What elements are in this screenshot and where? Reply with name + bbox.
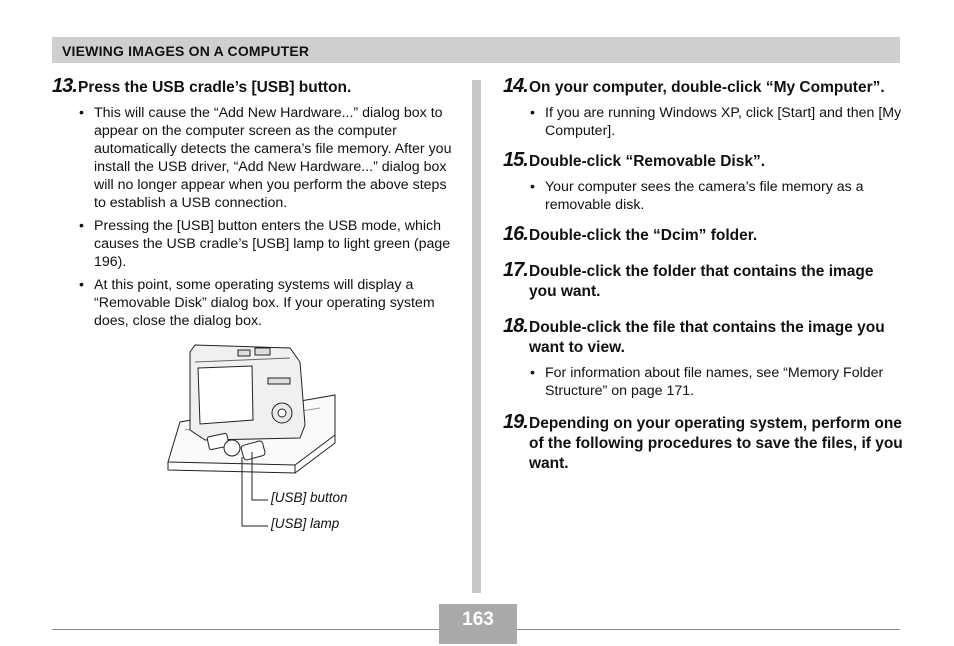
- step-16: [503, 223, 905, 246]
- left-column: [52, 75, 462, 335]
- usb-lamp-callout: [USB] lamp: [271, 516, 340, 531]
- step-title: Double-click the folder that contains the image you want.: [529, 263, 874, 300]
- step-number: 13.: [52, 75, 77, 97]
- bullet-item: • Your computer sees the camera’s file memory as a removable disk.: [545, 178, 905, 214]
- section-title: VIEWING IMAGES ON A COMPUTER: [62, 43, 310, 59]
- right-column: [503, 75, 905, 474]
- bullet-item: • At this point, some operating systems will display a “Removable Disk” dialog box. If your operating system does, close the dialog box.: [94, 276, 462, 330]
- step-15: [503, 149, 905, 214]
- step-number: 16.: [503, 223, 528, 245]
- page-number: 163: [462, 609, 494, 630]
- bullet-item: • This will cause the “Add New Hardware...” dialog box to appear on the computer screen as the computer automatically detects the camera’s file memory. After you install the USB driver, “Add New Hardware...” dialog box will no longer appear when you perform the above steps to establish a USB connection.: [94, 104, 462, 212]
- bullet-list: [529, 178, 905, 214]
- step-18: [503, 315, 905, 400]
- usb-cradle-illustration: [160, 340, 400, 540]
- step-14: [503, 75, 905, 140]
- step-title: On your computer, double-click “My Computer”.: [529, 79, 885, 96]
- bullet-item: • For information about file names, see “Memory Folder Structure” on page 171.: [545, 364, 905, 400]
- step-number: 14.: [503, 75, 528, 97]
- step-13: [52, 75, 462, 330]
- step-number: 18.: [503, 315, 528, 337]
- section-header-bar: [52, 37, 900, 63]
- step-number: 15.: [503, 149, 528, 171]
- step-number: 17.: [503, 259, 528, 281]
- bullet-item: • If you are running Windows XP, click [Start] and then [My Computer].: [545, 104, 905, 140]
- column-divider: [472, 80, 481, 593]
- step-19: [503, 411, 905, 474]
- step-title: Depending on your operating system, perform one of the following procedures to save the files, if you want.: [529, 415, 903, 472]
- step-17: [503, 259, 905, 302]
- step-title: Double-click the “Dcim” folder.: [529, 227, 758, 244]
- step-title: Double-click “Removable Disk”.: [529, 153, 766, 170]
- step-title: Double-click the file that contains the image you want to view.: [529, 319, 885, 356]
- bullet-item: • Pressing the [USB] button enters the USB mode, which causes the USB cradle’s [USB] lamp to light green (page 196).: [94, 217, 462, 271]
- cradle-camera-drawing: [160, 340, 400, 540]
- bullet-list: [78, 104, 462, 330]
- step-number: 19.: [503, 411, 528, 433]
- usb-button-callout: [USB] button: [271, 490, 348, 505]
- page-number-box: [439, 604, 517, 644]
- bullet-list: [529, 104, 905, 140]
- bullet-list: [529, 364, 905, 400]
- step-title: Press the USB cradle’s [USB] button.: [78, 79, 352, 96]
